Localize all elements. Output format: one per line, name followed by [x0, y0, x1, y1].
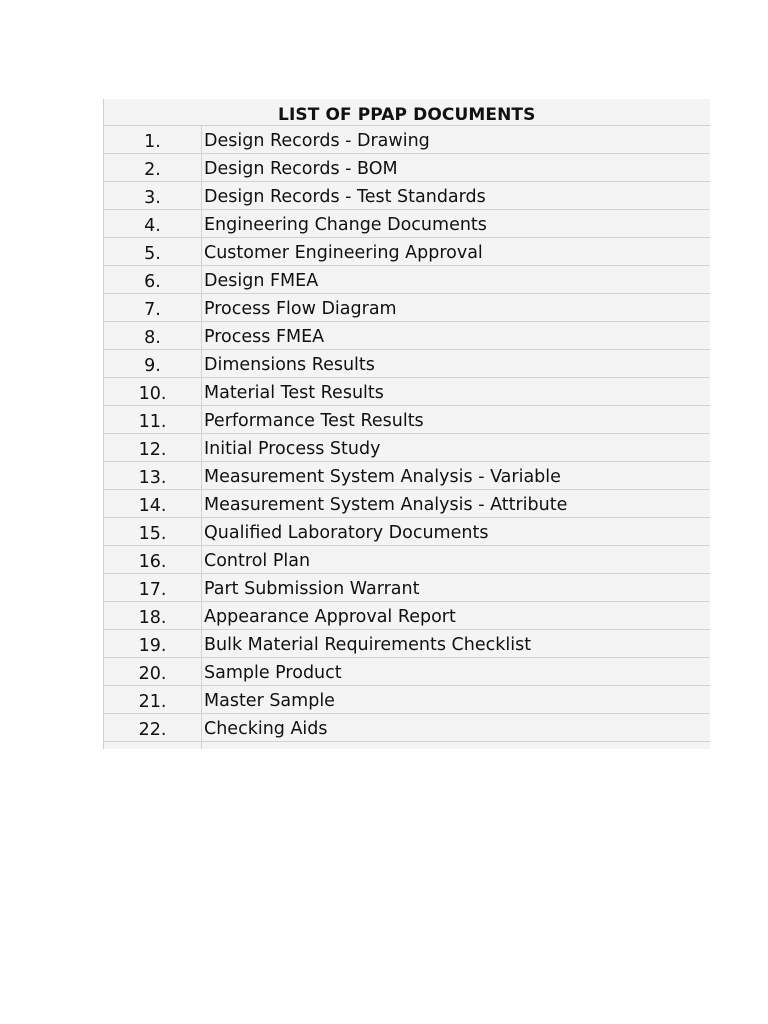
document-name: Bulk Material Requirements Checklist — [202, 630, 710, 658]
document-name: Material Test Results — [202, 378, 710, 406]
table-row — [104, 490, 710, 518]
document-name: Initial Process Study — [202, 434, 710, 462]
document-name: Sample Product — [202, 658, 710, 686]
row-number: 9. — [104, 350, 202, 378]
table-row — [104, 546, 710, 574]
table-row — [104, 434, 710, 462]
row-number: 21. — [104, 686, 202, 714]
table-row — [104, 266, 710, 294]
row-number: 20. — [104, 658, 202, 686]
row-number: 3. — [104, 182, 202, 210]
document-name: Design Records - Drawing — [202, 126, 710, 154]
document-name: Design Records - BOM — [202, 154, 710, 182]
table-row — [104, 714, 710, 742]
document-name: Control Plan — [202, 546, 710, 574]
document-name: Qualified Laboratory Documents — [202, 518, 710, 546]
document-name: Measurement System Analysis - Variable — [202, 462, 710, 490]
table-row — [104, 154, 710, 182]
document-name: Process FMEA — [202, 322, 710, 350]
table-body — [104, 126, 710, 742]
table-header-row — [104, 99, 710, 126]
document-name: Checking Aids — [202, 714, 710, 742]
row-number: 6. — [104, 266, 202, 294]
table-row — [104, 210, 710, 238]
table-row — [104, 238, 710, 266]
table-row — [104, 182, 710, 210]
table-row — [104, 686, 710, 714]
document-name: Dimensions Results — [202, 350, 710, 378]
row-number: 5. — [104, 238, 202, 266]
row-number: 15. — [104, 518, 202, 546]
document-name: Design Records - Test Standards — [202, 182, 710, 210]
table-row — [104, 658, 710, 686]
table-row — [104, 602, 710, 630]
document-name: Performance Test Results — [202, 406, 710, 434]
row-number: 8. — [104, 322, 202, 350]
row-number: 7. — [104, 294, 202, 322]
document-name: Appearance Approval Report — [202, 602, 710, 630]
row-number: 14. — [104, 490, 202, 518]
row-number: 18. — [104, 602, 202, 630]
document-name: Master Sample — [202, 686, 710, 714]
row-number: 11. — [104, 406, 202, 434]
document-name: Design FMEA — [202, 266, 710, 294]
table-row — [104, 574, 710, 602]
table-row — [104, 322, 710, 350]
document-name: Measurement System Analysis - Attribute — [202, 490, 710, 518]
ppap-documents-table — [103, 99, 710, 749]
row-number: 4. — [104, 210, 202, 238]
row-number: 13. — [104, 462, 202, 490]
table-row — [104, 630, 710, 658]
row-number: 10. — [104, 378, 202, 406]
document-name: Process Flow Diagram — [202, 294, 710, 322]
row-number: 22. — [104, 714, 202, 742]
table-row — [104, 406, 710, 434]
row-number: 12. — [104, 434, 202, 462]
table-row — [104, 518, 710, 546]
row-number: 17. — [104, 574, 202, 602]
row-number: 19. — [104, 630, 202, 658]
table-trailing-row — [104, 742, 710, 750]
table-row — [104, 462, 710, 490]
table-title: LIST OF PPAP DOCUMENTS — [104, 99, 710, 126]
table-row — [104, 126, 710, 154]
document-name: Part Submission Warrant — [202, 574, 710, 602]
row-number: 2. — [104, 154, 202, 182]
document-name: Engineering Change Documents — [202, 210, 710, 238]
document-name: Customer Engineering Approval — [202, 238, 710, 266]
table-row — [104, 350, 710, 378]
table-row — [104, 294, 710, 322]
table-row — [104, 378, 710, 406]
row-number: 1. — [104, 126, 202, 154]
row-number: 16. — [104, 546, 202, 574]
